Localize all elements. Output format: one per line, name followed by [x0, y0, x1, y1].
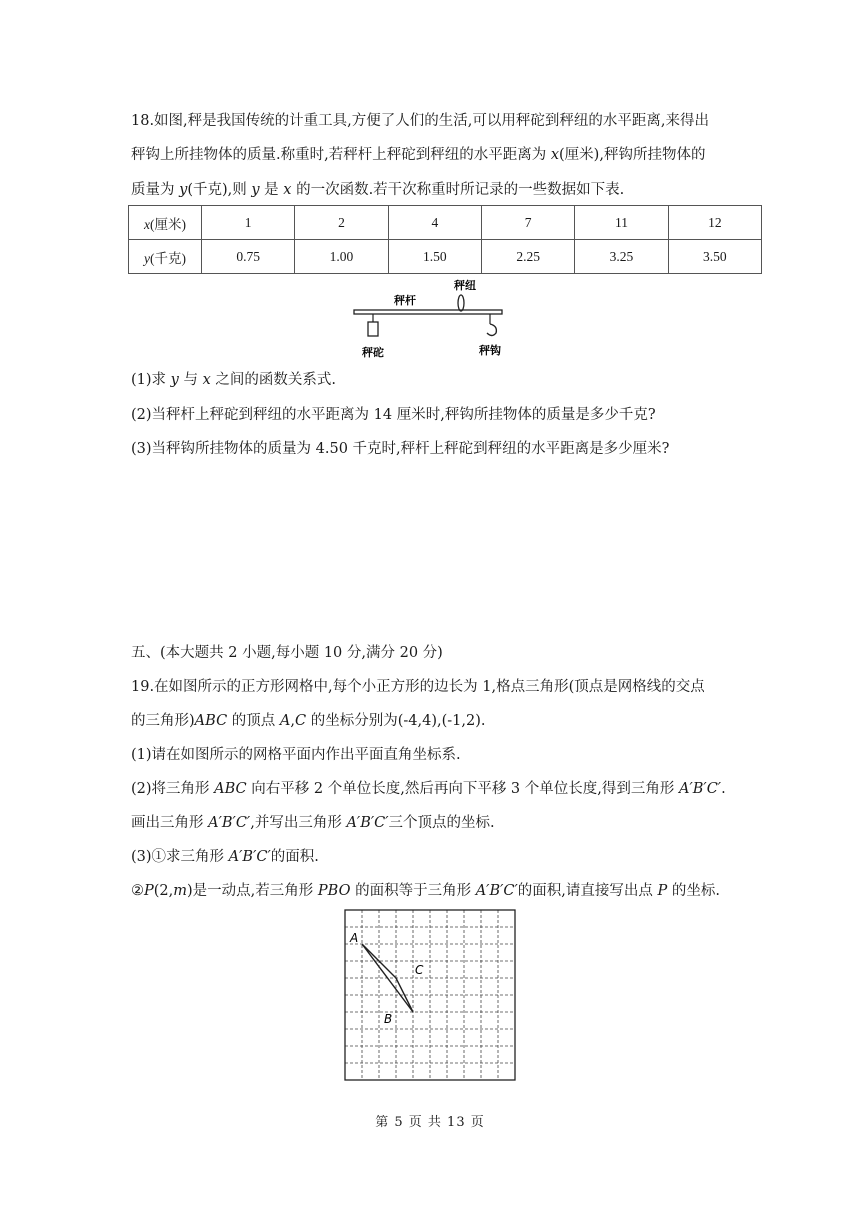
- header-unit: (千克): [150, 250, 186, 266]
- label-b: B: [384, 1012, 393, 1026]
- var-a: A: [279, 713, 291, 729]
- text: 向右平移 2 个单位长度,然后再向下平移 3 个单位长度,得到三角形: [246, 781, 679, 797]
- text: 的坐标.: [667, 883, 720, 899]
- var-p: P: [657, 883, 668, 899]
- text: 三个顶点的坐标.: [388, 815, 495, 831]
- var-x: x: [202, 372, 211, 388]
- q18-part2: (2)当秤杆上秤砣到秤纽的水平距离为 14 厘米时,秤钩所挂物体的质量是多少千克?: [131, 407, 656, 423]
- page-footer: 第 5 页 共 13 页: [375, 1115, 485, 1130]
- table-cell: 7: [481, 206, 574, 240]
- q18-line3: [131, 180, 624, 200]
- table-cell: 3.25: [575, 240, 668, 274]
- table-cell: 3.50: [668, 240, 761, 274]
- q18-text-3a: 质量为: [131, 182, 180, 198]
- label-rod: 秤杆: [394, 294, 416, 307]
- var-y: y: [179, 182, 188, 198]
- text: 画出三角形: [131, 815, 209, 831]
- table-cell: 4: [388, 206, 481, 240]
- weight-shape: [368, 322, 378, 336]
- text: 的顶点: [227, 713, 280, 729]
- var-aprime: A′B′C′: [208, 815, 251, 831]
- text: (1)求: [131, 372, 171, 388]
- table-header-x: [129, 206, 202, 240]
- label-a: A: [350, 931, 359, 945]
- text: (3)①求三角形: [131, 849, 229, 865]
- table-cell: 2.25: [481, 240, 574, 274]
- table-row: [129, 206, 762, 240]
- text: 的三角形): [131, 713, 195, 729]
- knob-shape: [458, 295, 464, 311]
- header-var: x: [144, 216, 150, 232]
- grid-lines: [345, 910, 515, 1080]
- label-c: C: [415, 963, 424, 977]
- text: )是一动点,若三角形: [187, 883, 318, 899]
- var-aprime: A′B′C′: [678, 781, 722, 797]
- text: 的坐标分别为(-4,4),(-1,2).: [306, 713, 486, 729]
- rod-shape: [354, 310, 502, 314]
- text: (2)将三角形: [131, 781, 215, 797]
- data-table: [128, 205, 762, 274]
- text: 与: [178, 372, 203, 388]
- text: 的面积,请直接写出点: [517, 883, 658, 899]
- table-cell: 12: [668, 206, 761, 240]
- var-m: m: [173, 883, 188, 899]
- q18-part1: [131, 370, 336, 390]
- q19-part2: [131, 779, 726, 799]
- q18-part3: (3)当秤钩所挂物体的质量为 4.50 千克时,秤杆上秤砣到秤纽的水平距离是多少厘米?: [131, 441, 670, 457]
- label-hook: 秤钩: [479, 344, 501, 357]
- text: 的面积等于三角形: [350, 883, 476, 899]
- table-cell: 1: [202, 206, 295, 240]
- hook-shape: [487, 324, 496, 336]
- q18-text-3d: 的一次函数.若干次称重时所记录的一些数据如下表.: [291, 182, 625, 198]
- label-weight: 秤砣: [362, 346, 384, 359]
- var-x: x: [283, 182, 292, 198]
- text: ②: [131, 883, 144, 899]
- table-cell: 0.75: [202, 240, 295, 274]
- table-cell: 11: [575, 206, 668, 240]
- q19-line1: 19.在如图所示的正方形网格中,每个小正方形的边长为 1,格点三角形(顶点是网格线的交点: [131, 679, 705, 695]
- q18-text-3c: 是: [259, 182, 284, 198]
- var-c: C: [294, 713, 307, 729]
- var-p: P: [144, 883, 154, 899]
- text: 之间的函数关系式.: [210, 372, 336, 388]
- grid-figure: [340, 905, 525, 1081]
- header-var: y: [144, 250, 150, 266]
- q18-line2: [131, 145, 705, 165]
- var-pbo: PBO: [317, 883, 351, 899]
- q18-text-1: 18.如图,秤是我国传统的计重工具,方便了人们的生活,可以用秤砣到秤纽的水平距离,来得出: [131, 113, 709, 129]
- var-aprime: A′B′C′: [228, 849, 271, 865]
- table-row: [129, 240, 762, 274]
- var-y: y: [170, 372, 179, 388]
- q18-text-2b: (厘米),秤钩所挂物体的: [559, 147, 706, 163]
- text: .: [721, 781, 726, 797]
- text: (2,: [153, 883, 174, 899]
- q19-line2: [131, 711, 485, 731]
- header-unit: (厘米): [150, 216, 186, 232]
- var-aprime: A′B′C′: [346, 815, 389, 831]
- q18-text-3b: (千克),则: [187, 182, 252, 198]
- section-heading: 五、(本大题共 2 小题,每小题 10 分,满分 20 分): [131, 645, 443, 661]
- text: ,并写出三角形: [250, 815, 347, 831]
- table-cell: 2: [295, 206, 388, 240]
- label-knob: 秤纽: [454, 279, 476, 292]
- text: 的面积.: [270, 849, 319, 865]
- q19-part3: [131, 847, 319, 867]
- q18-line1: [131, 111, 709, 131]
- steelyard-figure: [348, 276, 508, 362]
- var-aprime: A′B′C′: [475, 883, 518, 899]
- q19-part2-cont: [131, 813, 495, 833]
- table-cell: 1.50: [388, 240, 481, 274]
- q19-part1: (1)请在如图所示的网格平面内作出平面直角坐标系.: [131, 747, 461, 763]
- table-header-y: [129, 240, 202, 274]
- table-cell: 1.00: [295, 240, 388, 274]
- var-y: y: [251, 182, 260, 198]
- var-x: x: [550, 147, 560, 163]
- var-abc: ABC: [194, 713, 228, 729]
- q18-text-2a: 秤钩上所挂物体的质量.称重时,若秤杆上秤砣到秤纽的水平距离为: [131, 147, 551, 163]
- q19-part3-2: [131, 881, 720, 901]
- var-abc: ABC: [214, 781, 247, 797]
- text: ,: [290, 713, 295, 729]
